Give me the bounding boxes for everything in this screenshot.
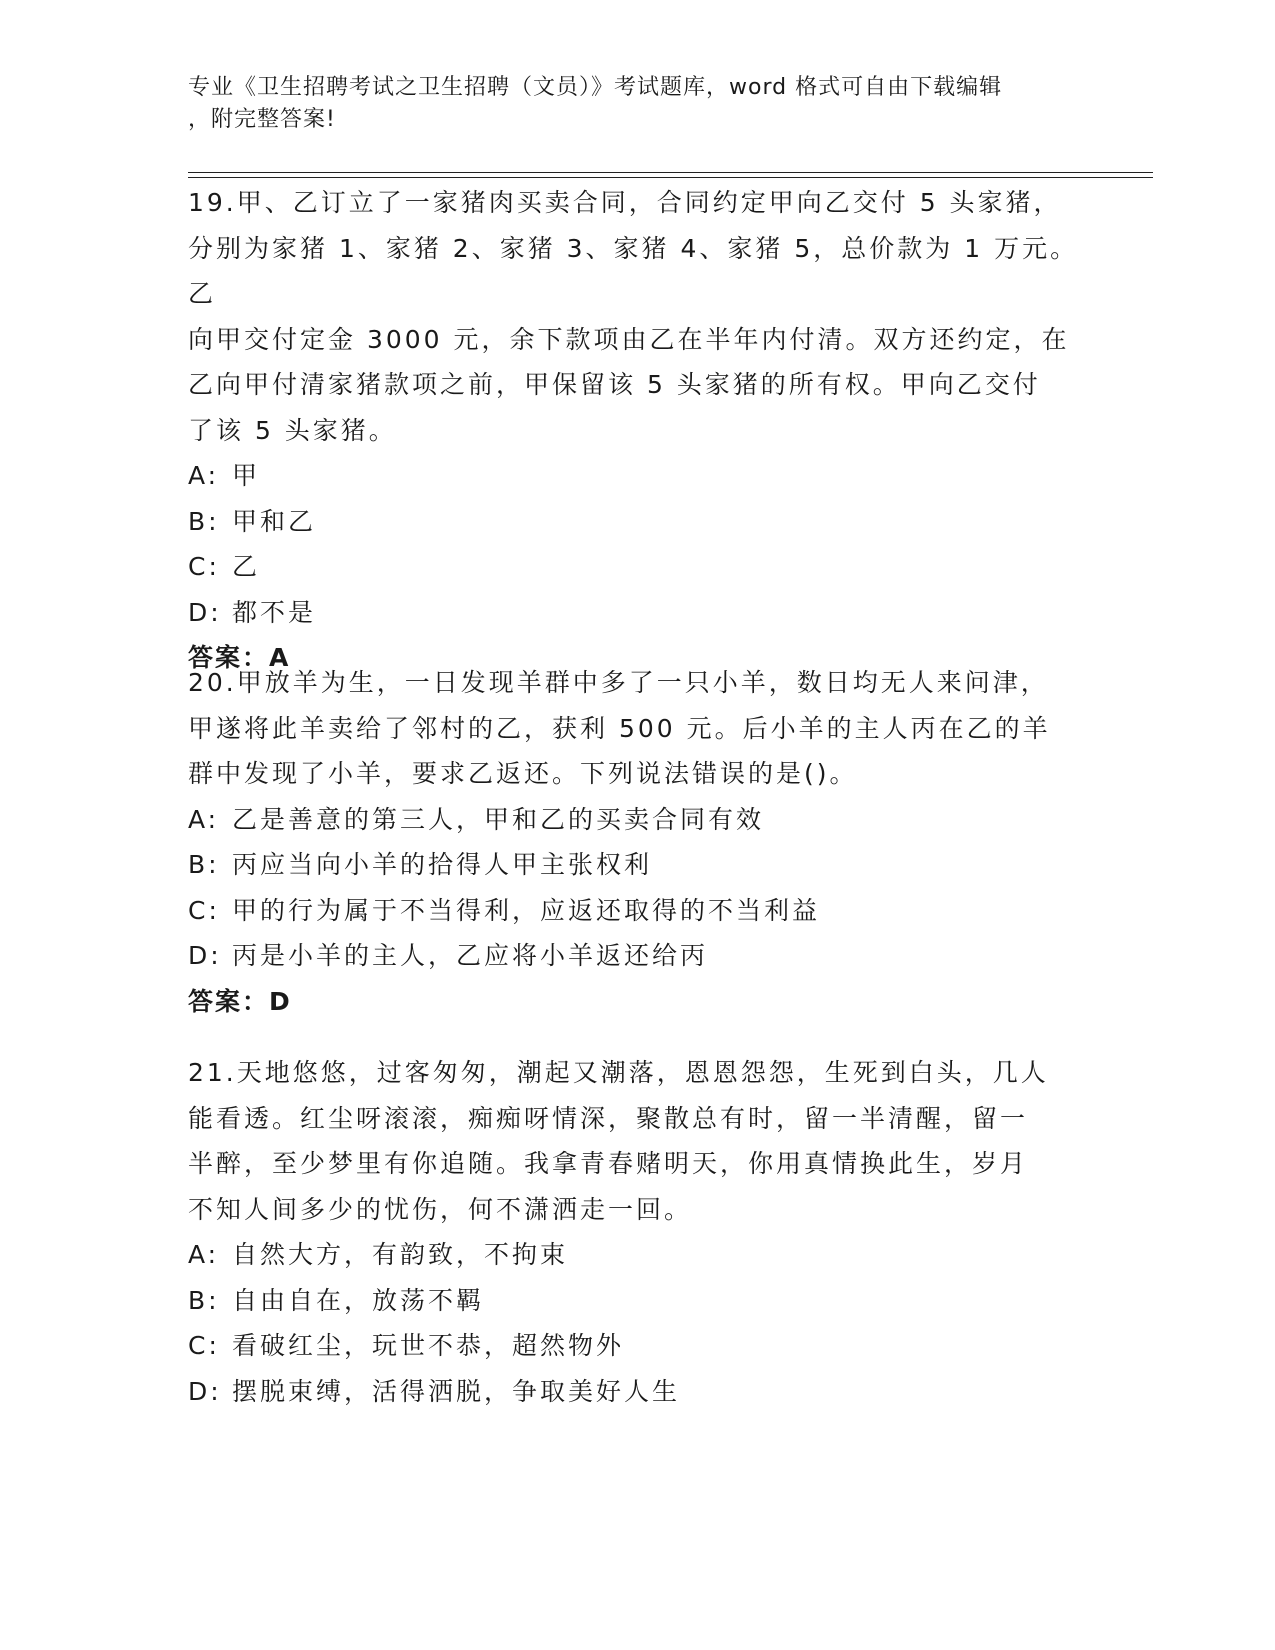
question-stem-line: 群中发现了小羊，要求乙返还。下列说法错误的是()。 (188, 759, 858, 788)
option-key: B: (188, 1285, 220, 1315)
question-stem-line: 向甲交付定金 3000 元，余下款项由乙在半年内付清。双方还约定，在 (188, 324, 1070, 354)
option-key: D: (188, 941, 222, 970)
option-a (188, 797, 1088, 843)
option-key: C: (188, 1331, 220, 1360)
option-text: 看破红尘，玩世不恭，超然物外 (232, 1331, 625, 1360)
option-key: D: (188, 1376, 222, 1406)
question-stem-line: 乙向甲付清家猪款项之前，甲保留该 5 头家猪的所有权。甲向乙交付 (188, 370, 1041, 399)
option-b (188, 842, 1088, 888)
option-c (188, 888, 1088, 934)
question-stem-line: 甲遂将此羊卖给了邻村的乙，获利 500 元。后小羊的主人丙在乙的羊 (188, 713, 1051, 743)
question-stem-line: 21.天地悠悠，过客匆匆，潮起又潮落，恩恩怨怨，生死到白头，几人 (188, 1058, 1049, 1087)
option-key: A: (188, 461, 220, 490)
option-text: 自然大方，有韵致，不拘束 (232, 1240, 569, 1269)
option-text: 都不是 (232, 597, 317, 627)
option-b (188, 499, 1088, 545)
option-a (188, 1232, 1088, 1278)
option-text: 乙是善意的第三人，甲和乙的买卖合同有效 (232, 804, 765, 834)
option-a (188, 453, 1088, 499)
question-stem-line: 半醉，至少梦里有你追随。我拿青春赌明天，你用真情换此生，岁月 (188, 1149, 1029, 1178)
option-text: 丙应当向小羊的拾得人甲主张权利 (232, 850, 653, 879)
option-key: A: (188, 804, 220, 834)
document-header (188, 72, 1088, 136)
option-d (188, 590, 1088, 636)
question-stem-line: 了该 5 头家猪。 (188, 415, 397, 445)
option-key: B: (188, 506, 220, 536)
option-text: 自由自在，放荡不羁 (232, 1285, 485, 1315)
question-stem-line: 分别为家猪 1、家猪 2、家猪 3、家猪 4、家猪 5，总价款为 1 万元。乙 (188, 233, 1079, 308)
option-c (188, 544, 1088, 590)
answer: 答案：D (188, 986, 292, 1016)
question-stem-line: 19.甲、乙订立了一家猪肉买卖合同，合同约定甲向乙交付 5 头家猪， (188, 188, 1062, 217)
option-key: C: (188, 552, 220, 581)
question-stem-line: 能看透。红尘呀滚滚，痴痴呀情深，聚散总有时，留一半清醒，留一 (188, 1103, 1029, 1133)
option-key: C: (188, 895, 220, 925)
header-title-line-1: 专业《卫生招聘考试之卫生招聘（文员）》考试题库，word 格式可自由下载编辑 (188, 75, 1003, 100)
option-d (188, 1369, 1088, 1415)
option-c (188, 1323, 1088, 1369)
option-text: 丙是小羊的主人，乙应将小羊返还给丙 (232, 941, 709, 970)
header-rule-top (188, 172, 1153, 173)
option-key: D: (188, 597, 222, 627)
answer: 答案：A (188, 643, 291, 672)
option-text: 摆脱束缚，活得洒脱，争取美好人生 (232, 1376, 681, 1406)
question-stem-line: 20.甲放羊为生，一日发现羊群中多了一只小羊，数日均无人来问津， (188, 668, 1049, 697)
option-text: 甲 (232, 461, 261, 490)
question-20 (188, 660, 1088, 1024)
option-d (188, 933, 1088, 979)
option-text: 甲的行为属于不当得利，应返还取得的不当利益 (232, 895, 821, 925)
question-stem-line: 不知人间多少的忧伤，何不潇洒走一回。 (188, 1194, 693, 1224)
option-key: B: (188, 850, 220, 879)
header-rule-bottom (188, 177, 1153, 178)
question-21 (188, 1050, 1088, 1414)
option-b (188, 1278, 1088, 1324)
option-text: 乙 (232, 552, 261, 581)
option-text: 甲和乙 (232, 506, 317, 536)
option-key: A: (188, 1240, 220, 1269)
header-title-line-2: ，附完整答案! (188, 107, 336, 132)
question-19 (188, 180, 1088, 681)
